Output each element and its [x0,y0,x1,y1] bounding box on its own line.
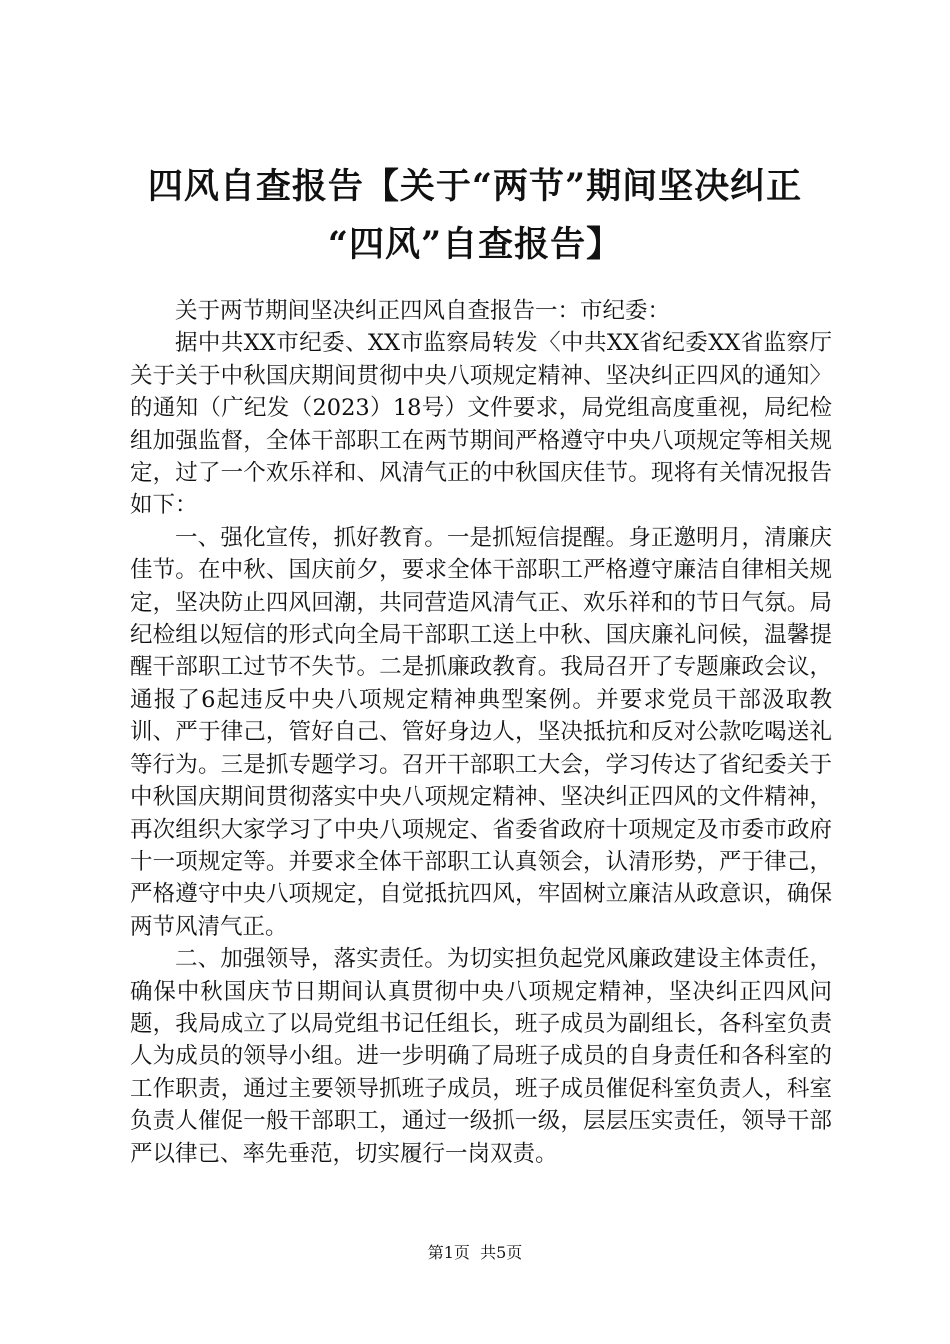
paragraph-section-1: 一、强化宣传，抓好教育。一是抓短信提醒。身正邀明月，清廉庆佳节。在中秋、国庆前夕，要求全体干部职工严格遵守廉洁自律相关规定，坚决防止四风回潮，共同营造风清气正、欢乐祥和的节日气氛。局纪检组以短信的形式向全局干部职工送上中秋、国庆廉礼问候，温馨提醒干部职工过节不失节。二是抓廉政教育。我局召开了专题廉政会议，通报了6起违反中央八项规定精神典型案例。并要求党员干部汲取教训、严于律己，管好自己、管好身边人，坚决抵抗和反对公款吃喝送礼等行为。三是抓专题学习。召开干部职工大会，学习传达了省纪委关于中秋国庆期间贯彻落实中央八项规定精神、坚决纠正四风的文件精神，再次组织大家学习了中央八项规定、省委省政府十项规定及市委市政府十一项规定等。并要求全体干部职工认真领会，认清形势，严于律己，严格遵守中央八项规定，自觉抵抗四风，牢固树立廉洁从政意识，确保两节风清气正。 [130,524,832,940]
page-footer [0,1242,950,1264]
page-number: 第1页 共5页 [427,1243,523,1262]
document-title [110,158,840,274]
paragraph-intro: 据中共XX市纪委、XX市监察局转发〈中共XX省纪委XX省监察厅关于关于中秋国庆期间贯彻中央八项规定精神、坚决纠正四风的通知〉的通知（广纪发（2023）18号）文件要求，局党组高度重视，局纪检组加强监督，全体干部职工在两节期间严格遵守中央八项规定等相关规定，过了一个欢乐祥和、风清气正的中秋国庆佳节。现将有关情况报告如下： [130,330,832,519]
paragraph-salutation: 关于两节期间坚决纠正四风自查报告一：市纪委： [175,298,671,324]
document-body [130,295,832,1170]
title-line-2: “四风”自查报告】 [327,224,623,265]
title-line-1: 四风自查报告【关于“两节”期间坚决纠正 [147,166,803,207]
paragraph-section-2: 二、加强领导，落实责任。为切实担负起党风廉政建设主体责任，确保中秋国庆节日期间认真贯彻中央八项规定精神，坚决纠正四风问题，我局成立了以局党组书记任组长，班子成员为副组长，各科室负责人为成员的领导小组。进一步明确了局班子成员的自身责任和各科室的工作职责，通过主要领导抓班子成员，班子成员催促科室负责人，科室负责人催促一般干部职工，通过一级抓一级，层层压实责任，领导干部严以律已、率先垂范，切实履行一岗双责。 [130,946,832,1167]
